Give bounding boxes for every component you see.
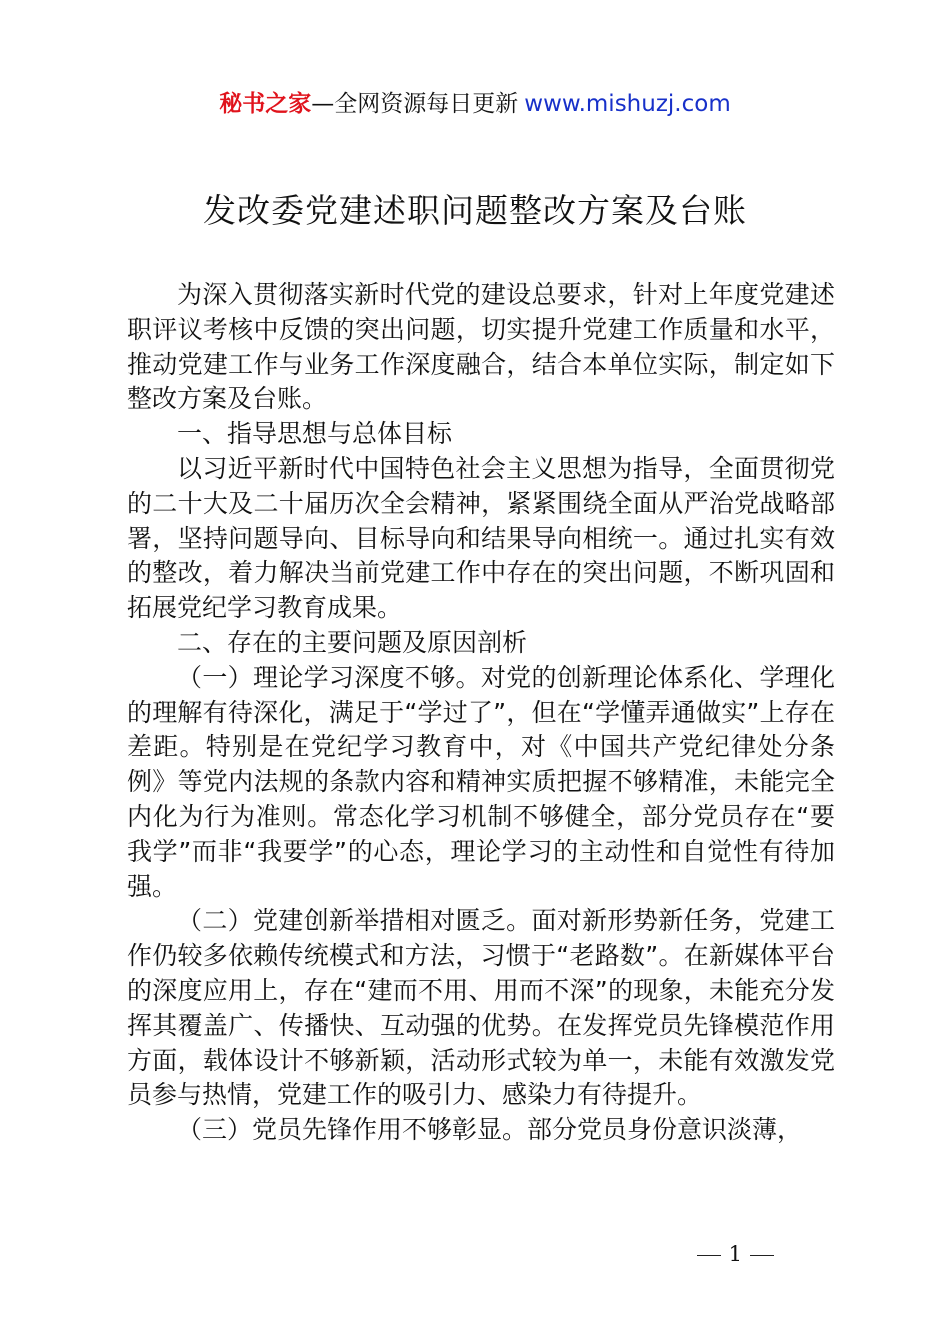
section-heading-2: 二、存在的主要问题及原因剖析 bbox=[177, 627, 528, 657]
footer-dash-left bbox=[697, 1255, 721, 1256]
page-number: 1 bbox=[728, 1242, 742, 1266]
page-footer bbox=[0, 1236, 950, 1272]
footer-dash-right bbox=[750, 1255, 774, 1256]
problem-paragraph-2: （二）党建创新举措相对匮乏。面对新形势新任务，党建工作仍较多依赖传统模式和方法，习惯于“老路数”。在新媒体平台的深度应用上，存在“建而不用、用而不深”的现象，未能充分发挥其覆盖广、传播快、互动强的优势。在发挥党员先锋模范作用方面，载体设计不够新颖，活动形式较为单一，未能有效激发党员参与热情，党建工作的吸引力、感染力有待提升。 bbox=[127, 906, 835, 1110]
intro-paragraph: 为深入贯彻落实新时代党的建设总要求，针对上年度党建述职评议考核中反馈的突出问题，切实提升党建工作质量和水平，推动党建工作与业务工作深度融合，结合本单位实际，制定如下整改方案及台账。 bbox=[127, 280, 835, 414]
brand-name: 秘书之家 bbox=[219, 91, 312, 117]
guiding-paragraph: 以习近平新时代中国特色社会主义思想为指导，全面贯彻党的二十大及二十届历次全会精神，紧紧围绕全面从严治党战略部署，坚持问题导向、目标导向和结果导向相统一。通过扎实有效的整改，着力解决当前党建工作中存在的突出问题，不断巩固和拓展党纪学习教育成果。 bbox=[127, 453, 835, 623]
header-tagline: —全网资源每日更新 bbox=[311, 91, 519, 117]
section-heading-1: 一、指导思想与总体目标 bbox=[177, 419, 453, 449]
site-url-link[interactable]: www.mishuzj.com bbox=[524, 91, 731, 117]
document-body bbox=[127, 278, 835, 1148]
problem-paragraph-1: （一）理论学习深度不够。对党的创新理论体系化、学理化的理解有待深化，满足于“学过了”，但在“学懂弄通做实”上存在差距。特别是在党纪学习教育中，对《中国共产党纪律处分条例》等党内法规的条款内容和精神实质把握不够精准，未能完全内化为行为准则。常态化学习机制不够健全，部分党员存在“要我学”而非“我要学”的心态，理论学习的主动性和自觉性有待加强。 bbox=[127, 662, 835, 901]
site-header bbox=[0, 84, 950, 124]
problem-paragraph-3: （三）党员先锋作用不够彰显。部分党员身份意识淡薄， bbox=[177, 1115, 803, 1145]
document-title: 发改委党建述职问题整改方案及台账 bbox=[203, 191, 747, 230]
